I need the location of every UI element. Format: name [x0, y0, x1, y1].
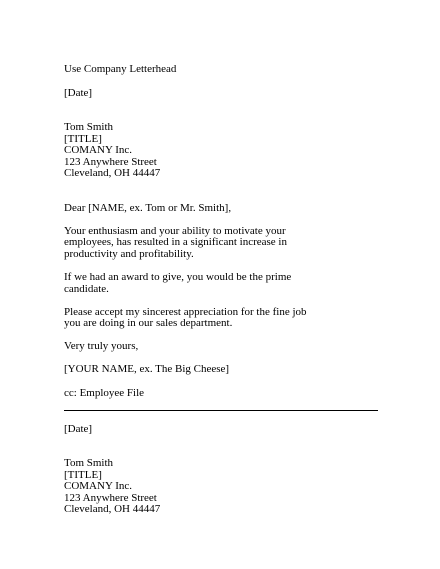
second-date-placeholder: [Date] — [64, 423, 93, 435]
recipient-title: [TITLE] — [64, 133, 102, 145]
section-divider — [64, 410, 378, 411]
body-paragraph-3-line-1: Please accept my sincerest appreciation for the fine job — [64, 306, 307, 318]
salutation: Dear [NAME, ex. Tom or Mr. Smith], — [64, 202, 232, 214]
closing: Very truly yours, — [64, 340, 139, 352]
body-paragraph-2-line-2: candidate. — [64, 283, 109, 295]
second-recipient-street: 123 Anywhere Street — [64, 492, 157, 504]
recipient-company: COMANY Inc. — [64, 144, 133, 156]
second-recipient-company: COMANY Inc. — [64, 480, 133, 492]
second-recipient-city: Cleveland, OH 44447 — [64, 503, 161, 515]
body-paragraph-1-line-2: employees, has resulted in a significant increase in — [64, 236, 287, 248]
body-paragraph-1-line-3: productivity and profitability. — [64, 248, 194, 260]
letterhead-note: Use Company Letterhead — [64, 63, 177, 75]
date-placeholder: [Date] — [64, 87, 93, 99]
cc-line: cc: Employee File — [64, 387, 145, 399]
recipient-city: Cleveland, OH 44447 — [64, 167, 161, 179]
second-recipient-name: Tom Smith — [64, 457, 114, 469]
body-paragraph-2-line-1: If we had an award to give, you would be the prime — [64, 271, 292, 283]
signature-placeholder: [YOUR NAME, ex. The Big Cheese] — [64, 363, 230, 375]
recipient-name: Tom Smith — [64, 121, 114, 133]
body-paragraph-1-line-1: Your enthusiasm and your ability to motivate your — [64, 225, 286, 237]
body-paragraph-3-line-2: you are doing in our sales department. — [64, 317, 233, 329]
second-recipient-title: [TITLE] — [64, 469, 102, 481]
recipient-street: 123 Anywhere Street — [64, 156, 157, 168]
